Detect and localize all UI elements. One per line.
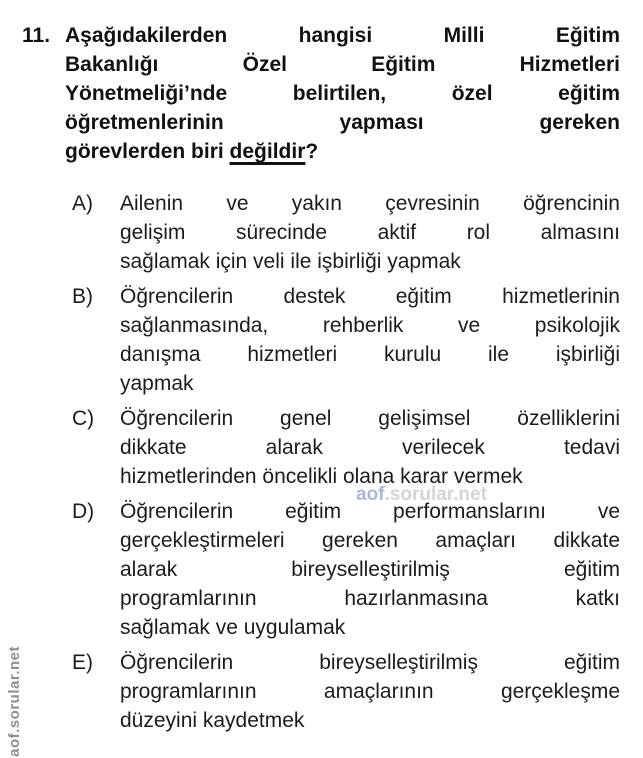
options-list (0, 189, 643, 741)
option-d (0, 497, 620, 642)
option-line: Öğrencilerin genel gelişimsel özelliklerini (120, 407, 620, 430)
question-line: Yönetmeliği’nde belirtilen, özel eğitim (65, 82, 620, 105)
option-line: alarak bireyselleştirilmiş eğitim (120, 558, 620, 581)
underlined-term: değildir (229, 140, 306, 163)
option-line: dikkate alarak verilecek tedavi (120, 436, 620, 459)
option-line: Öğrencilerin destek eğitim hizmetlerinin (120, 285, 620, 308)
option-line: sağlanmasında, rehberlik ve psikolojik (120, 314, 620, 337)
question-line: Aşağıdakilerden hangisi Milli Eğitim (65, 24, 620, 47)
option-a-text (120, 189, 620, 276)
option-line: gelişim sürecinde aktif rol almasını (120, 221, 620, 244)
option-line: gerçekleştirmeleri gereken amaçları dikkate (120, 529, 620, 552)
option-b (0, 282, 620, 398)
question-number: 11. (22, 24, 51, 47)
option-line: danışma hizmetleri kurulu ile işbirliği (120, 343, 620, 366)
option-e (0, 648, 620, 735)
question-last-line-prefix: görevlerden biri (65, 140, 230, 163)
watermark-text-part1: aof (356, 484, 385, 505)
option-a-letter: A) (72, 192, 93, 215)
question-line: öğretmenlerinin yapması gereken (65, 111, 620, 134)
watermark-text-part2: .sorular.net (384, 484, 487, 505)
option-line: programlarının hazırlanmasına katkı (120, 587, 620, 610)
option-c-letter: C) (72, 407, 95, 430)
option-line: sağlamak için veli ile işbirliği yapmak (120, 250, 461, 273)
site-watermark-vertical: aof.sorular.net (6, 646, 23, 757)
question-text (65, 21, 620, 166)
option-line: yapmak (120, 372, 194, 395)
option-b-text (120, 282, 620, 398)
option-line: hizmetlerinden öncelikli olana karar vermek (120, 465, 523, 488)
option-e-text (120, 648, 620, 735)
question-block (0, 21, 643, 166)
option-line: sağlamak ve uygulamak (120, 616, 346, 639)
question-line: Bakanlığı Özel Eğitim Hizmetleri (65, 53, 620, 76)
option-d-text (120, 497, 620, 642)
option-line: düzeyini kaydetmek (120, 709, 305, 732)
option-c-text (120, 404, 620, 491)
option-e-letter: E) (72, 651, 93, 674)
option-line: Ailenin ve yakın çevresinin öğrencinin (120, 192, 620, 215)
option-d-letter: D) (72, 500, 95, 523)
option-c (0, 404, 620, 491)
option-line: Öğrencilerin bireyselleştirilmiş eğitim (120, 651, 620, 674)
question-mark: ? (305, 140, 319, 163)
question-line-last (65, 137, 620, 166)
option-b-letter: B) (72, 285, 93, 308)
option-line: programlarının amaçlarının gerçekleşme (120, 680, 620, 703)
option-a (0, 189, 620, 276)
option-line: Öğrencilerin eğitim performanslarını ve (120, 500, 620, 523)
